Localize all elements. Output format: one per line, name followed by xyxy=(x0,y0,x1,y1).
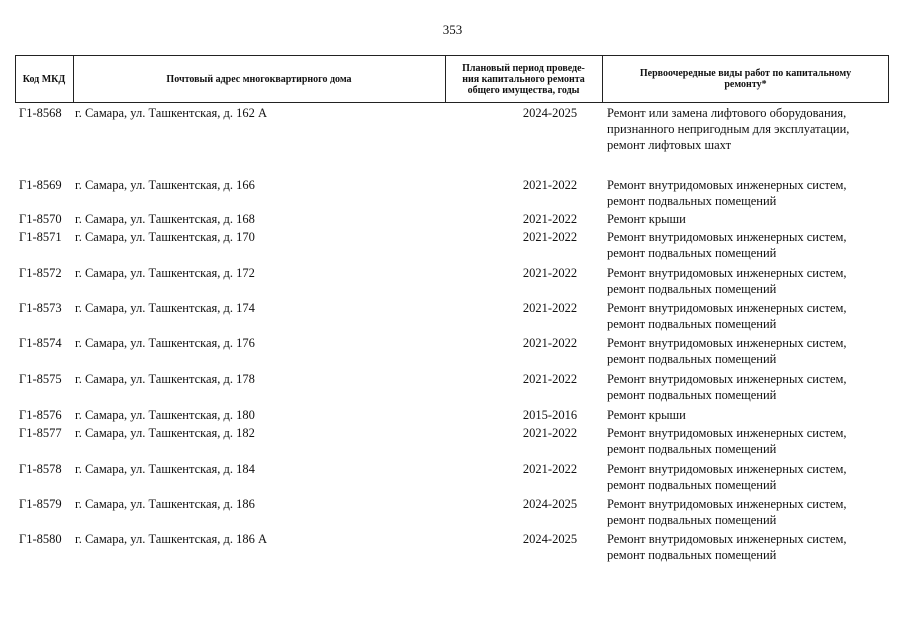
cell-period: 2021-2022 xyxy=(522,178,578,192)
cell-code: Г1-8579 xyxy=(19,497,62,511)
cell-address: г. Самара, ул. Ташкентская, д. 184 xyxy=(75,462,255,476)
page-number: 353 xyxy=(442,22,463,37)
cell-code: Г1-8575 xyxy=(19,372,62,386)
cell-works: Ремонт внутридомовых инженерных систем, ремонт подвальных помещений xyxy=(607,266,847,296)
cell-address: г. Самара, ул. Ташкентская, д. 162 А xyxy=(75,106,268,120)
cell-address: г. Самара, ул. Ташкентская, д. 182 xyxy=(75,426,255,440)
cell-code: Г1-8573 xyxy=(19,301,62,315)
cell-code: Г1-8571 xyxy=(19,230,62,244)
cell-address: г. Самара, ул. Ташкентская, д. 166 xyxy=(75,178,255,192)
header-code: Код МКД xyxy=(22,73,66,85)
cell-code: Г1-8570 xyxy=(19,212,62,226)
cell-period: 2024-2025 xyxy=(522,532,578,546)
cell-works: Ремонт крыши xyxy=(607,408,686,422)
cell-address: г. Самара, ул. Ташкентская, д. 178 xyxy=(75,372,255,386)
capital-repair-table xyxy=(15,55,889,562)
cell-works: Ремонт внутридомовых инженерных систем, ремонт подвальных помещений xyxy=(607,532,847,562)
cell-code: Г1-8578 xyxy=(19,462,62,476)
cell-address: г. Самара, ул. Ташкентская, д. 176 xyxy=(75,336,255,350)
cell-period: 2021-2022 xyxy=(522,462,578,476)
cell-works: Ремонт внутридомовых инженерных систем, ремонт подвальных помещений xyxy=(607,178,847,208)
cell-code: Г1-8580 xyxy=(19,532,62,546)
cell-address: г. Самара, ул. Ташкентская, д. 168 xyxy=(75,212,255,226)
cell-address: г. Самара, ул. Ташкентская, д. 172 xyxy=(75,266,255,280)
cell-code: Г1-8569 xyxy=(19,178,62,192)
cell-works: Ремонт внутридомовых инженерных систем, ремонт подвальных помещений xyxy=(607,336,847,366)
cell-code: Г1-8568 xyxy=(19,106,62,120)
cell-period: 2021-2022 xyxy=(522,301,578,315)
cell-period: 2024-2025 xyxy=(522,497,578,511)
cell-period: 2021-2022 xyxy=(522,266,578,280)
cell-period: 2015-2016 xyxy=(522,408,578,422)
header-address: Почтовый адрес многоквартирного дома xyxy=(166,73,352,85)
cell-works: Ремонт внутридомовых инженерных систем, ремонт подвальных помещений xyxy=(607,426,847,456)
cell-period: 2021-2022 xyxy=(522,426,578,440)
header-works: Первоочередные виды работ по капитальному ремонту* xyxy=(639,68,852,90)
cell-code: Г1-8572 xyxy=(19,266,62,280)
cell-period: 2021-2022 xyxy=(522,212,578,226)
cell-works: Ремонт или замена лифтового оборудования, признанного непригодным для эксплуатации, ремонт лифтовых шахт xyxy=(607,106,850,152)
cell-works: Ремонт внутридомовых инженерных систем, ремонт подвальных помещений xyxy=(607,462,847,492)
cell-address: г. Самара, ул. Ташкентская, д. 180 xyxy=(75,408,255,422)
cell-works: Ремонт внутридомовых инженерных систем, ремонт подвальных помещений xyxy=(607,372,847,402)
cell-works: Ремонт внутридомовых инженерных систем, ремонт подвальных помещений xyxy=(607,230,847,260)
cell-address: г. Самара, ул. Ташкентская, д. 170 xyxy=(75,230,255,244)
cell-address: г. Самара, ул. Ташкентская, д. 186 xyxy=(75,497,255,511)
cell-period: 2021-2022 xyxy=(522,336,578,350)
cell-works: Ремонт крыши xyxy=(607,212,686,226)
cell-period: 2024-2025 xyxy=(522,106,578,120)
cell-code: Г1-8574 xyxy=(19,336,62,350)
header-period: Плановый период проведе- ния капитального ремонта общего имущества, годы xyxy=(462,62,585,96)
cell-works: Ремонт внутридомовых инженерных систем, ремонт подвальных помещений xyxy=(607,301,847,331)
cell-works: Ремонт внутридомовых инженерных систем, ремонт подвальных помещений xyxy=(607,497,847,527)
cell-period: 2021-2022 xyxy=(522,230,578,244)
cell-address: г. Самара, ул. Ташкентская, д. 174 xyxy=(75,301,255,315)
cell-address: г. Самара, ул. Ташкентская, д. 186 А xyxy=(75,532,268,546)
cell-period: 2021-2022 xyxy=(522,372,578,386)
cell-code: Г1-8576 xyxy=(19,408,62,422)
table-header xyxy=(15,55,889,103)
cell-code: Г1-8577 xyxy=(19,426,62,440)
